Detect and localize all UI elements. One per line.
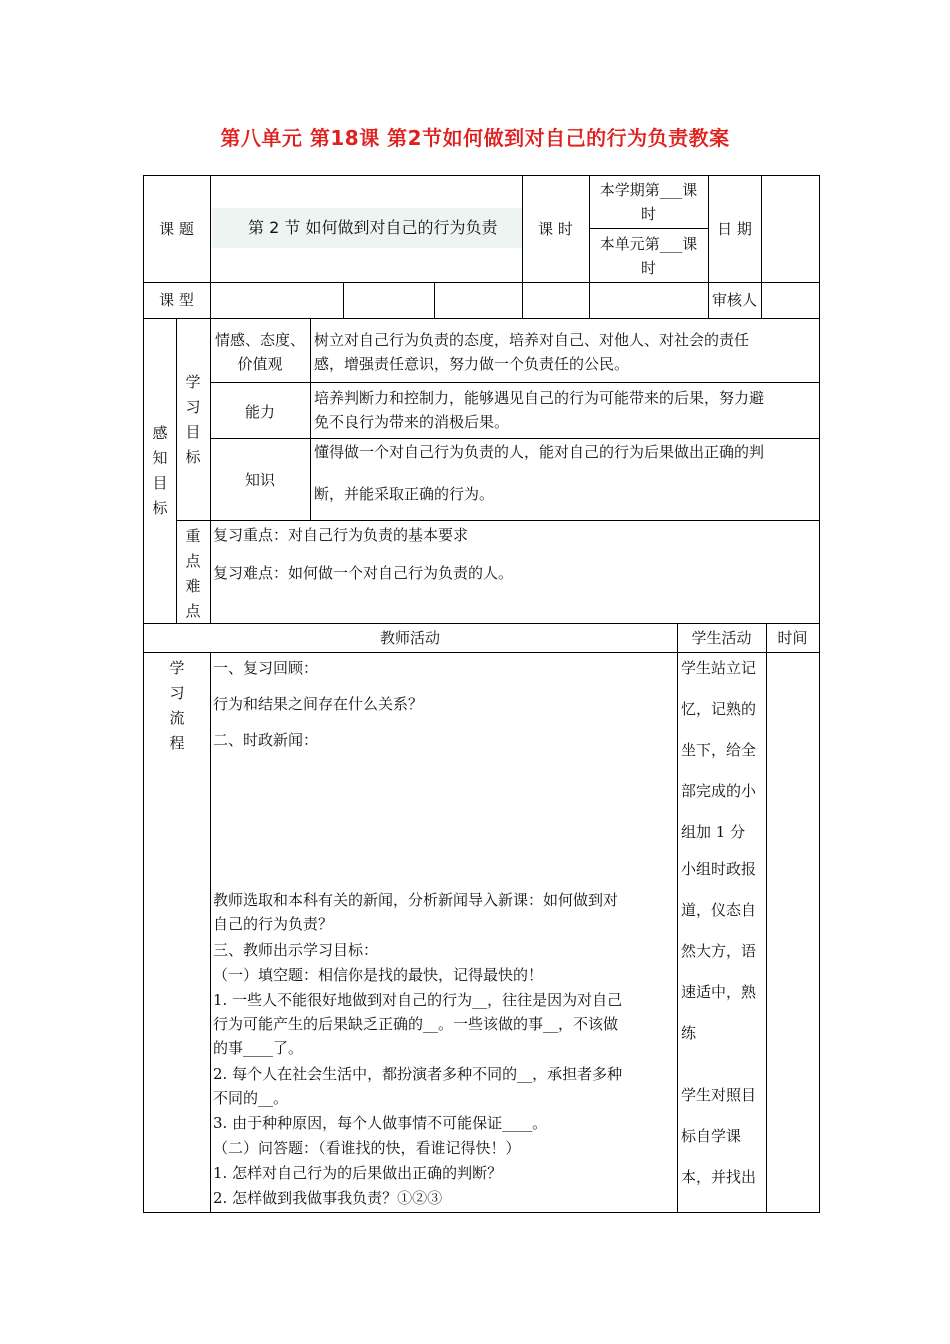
teacher-line: 3. 由于种种原因，每个人做事情不可能保证____。: [213, 1114, 548, 1132]
student-line: 速适中，熟: [681, 983, 757, 1001]
learning-flow-label: 学 习 流 程: [169, 659, 185, 752]
teacher-line: 三、教师出示学习目标：: [213, 941, 379, 959]
student-line: 组加 1 分: [681, 823, 746, 841]
teacher-line: （一）填空题：相信你是找的最快，记得最快的！: [213, 966, 544, 984]
emotion-label-line-1: 情感、态度、: [214, 331, 305, 349]
teacher-line: 不同的__。: [213, 1089, 289, 1107]
emotion-label-line-2: 价值观: [237, 355, 283, 373]
unit-period-line-1: 本单元第___课: [599, 235, 698, 253]
student-line: 练: [681, 1024, 697, 1042]
topic-label: 课 题: [159, 220, 194, 238]
lesson-name: 第 2 节 如何做到对自己的行为负责: [248, 218, 498, 237]
ability-label: 能力: [244, 403, 275, 421]
learning-goals-label: 学 习 目 标: [185, 373, 201, 466]
teacher-line: 1. 一些人不能很好地做到对自己的行为__，往往是因为对自己: [213, 991, 623, 1009]
teacher-line: 行为和结果之间存在什么关系？: [213, 695, 424, 713]
teacher-activity-header: 教师活动: [379, 629, 440, 647]
time-header: 时间: [777, 629, 808, 647]
student-line: 部完成的小: [681, 782, 757, 800]
semester-period-line-1: 本学期第___课: [599, 181, 698, 199]
knowledge-text-line-2: 断，并能采取正确的行为。: [314, 485, 495, 503]
perception-goals-label: 感 知 目 标: [152, 424, 168, 517]
knowledge-label: 知识: [244, 471, 275, 489]
difficult-point: 复习难点：如何做一个对自己行为负责的人。: [213, 564, 514, 582]
ability-text-line-2: 免不良行为带来的消极后果。: [314, 413, 510, 431]
key-point: 复习重点：对自己行为负责的基本要求: [213, 526, 469, 544]
teacher-line: 的事____了。: [213, 1039, 304, 1057]
teacher-line: 2. 每个人在社会生活中，都扮演者多种不同的__，承担者多种: [213, 1065, 623, 1083]
teacher-line: 行为可能产生的后果缺乏正确的__。一些该做的事__，不该做: [213, 1015, 619, 1033]
key-difficult-label: 重 点 难 点: [185, 527, 201, 620]
lesson-name-box: [212, 208, 522, 248]
teacher-line: 2. 怎样做到我做事我负责？①②③: [213, 1189, 443, 1207]
teacher-line: 教师选取和本科有关的新闻，分析新闻导入新课：如何做到对: [213, 891, 619, 909]
unit-period-line-2: 时: [640, 259, 656, 277]
emotion-text-line-2: 感，增强责任意识，努力做一个负责任的公民。: [314, 355, 630, 373]
reviewer-label: 审核人: [711, 291, 757, 309]
teacher-line: 一、复习回顾：: [213, 659, 319, 677]
student-line: 学生对照目: [681, 1086, 757, 1104]
student-line: 道，仪态自: [681, 901, 757, 919]
student-line: 本，并找出: [681, 1168, 757, 1186]
semester-period-line-2: 时: [640, 205, 656, 223]
teacher-line: 自己的行为负责？: [213, 915, 334, 933]
student-line: 坐下，给全: [681, 741, 757, 759]
period-label: 课 时: [538, 220, 573, 238]
student-line: 忆，记熟的: [681, 700, 757, 718]
type-label: 课 型: [159, 291, 194, 309]
student-line: 标自学课: [681, 1127, 742, 1145]
student-line: 然大方，语: [681, 942, 757, 960]
teacher-line: （二）问答题：（看谁找的快，看谁记得快！）: [213, 1139, 521, 1157]
date-label: 日 期: [717, 220, 752, 238]
document-title: 第八单元 第18课 第2节如何做到对自己的行为负责教案: [220, 126, 730, 150]
knowledge-text-line-1: 懂得做一个对自己行为负责的人，能对自己的行为后果做出正确的判: [314, 443, 765, 461]
emotion-text-line-1: 树立对自己行为负责的态度，培养对自己、对他人、对社会的责任: [314, 331, 750, 349]
student-line: 学生站立记: [681, 659, 757, 677]
ability-text-line-1: 培养判断力和控制力，能够遇见自己的行为可能带来的后果，努力避: [314, 389, 765, 407]
teacher-line: 1. 怎样对自己行为的后果做出正确的判断？: [213, 1164, 503, 1182]
student-activity-header: 学生活动: [691, 629, 752, 647]
student-line: 小组时政报: [681, 860, 757, 878]
teacher-line: 二、时政新闻：: [213, 731, 319, 749]
